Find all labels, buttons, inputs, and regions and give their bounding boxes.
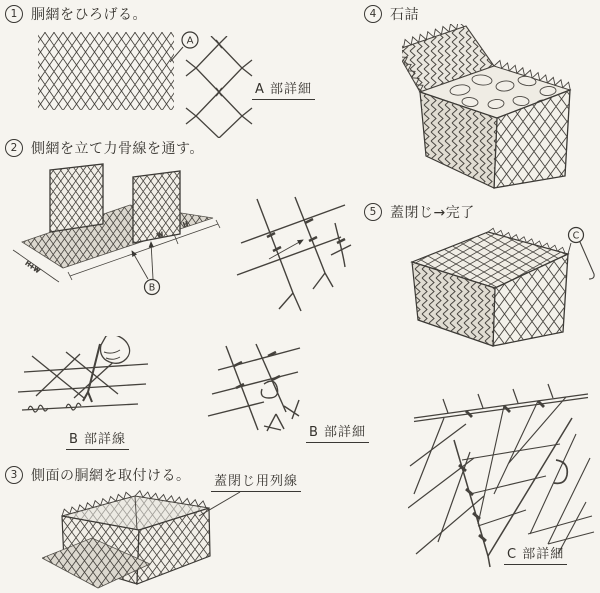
callout-c: [568, 228, 594, 280]
closing-hook: [554, 460, 567, 483]
open-box-figure: [42, 486, 222, 593]
step5-number: 5: [364, 203, 382, 221]
body-net-figure: [36, 26, 181, 118]
step1-title: 胴網をひろげる。: [31, 7, 147, 23]
left-side-panel: [50, 164, 103, 232]
stone-filling-figure: [402, 24, 582, 192]
step5-title: 蓋閉じ→完了: [390, 205, 475, 221]
detail-a-label: A 部詳細: [252, 78, 315, 100]
closed-box-figure: [400, 224, 600, 354]
frame-wire-detail-figure: [235, 195, 355, 325]
svg-text:B: B: [148, 282, 156, 294]
step4-number: 4: [364, 5, 382, 23]
step2-title: 側網を立て力骨線を通す。: [31, 141, 204, 157]
flat-mesh: [38, 32, 174, 110]
svg-text:W: W: [156, 231, 165, 240]
step4-title: 石詰: [390, 7, 419, 23]
step3-title: 側面の胴網を取付ける。: [31, 468, 191, 484]
step3-number: 3: [5, 466, 23, 484]
side-net-assembly-figure: [12, 160, 227, 305]
detail-b-line-label: B 部詳線: [66, 428, 129, 450]
detail-b-label: B 部詳細: [306, 421, 369, 443]
svg-text:C: C: [572, 230, 580, 242]
step1-number: 1: [5, 5, 23, 23]
wire-twisting-hand-figure: [14, 336, 154, 430]
svg-text:A: A: [186, 35, 194, 47]
detail-c-label: C 部詳細: [504, 543, 567, 565]
svg-text:H+W: H+W: [23, 259, 41, 275]
step2-number: 2: [5, 139, 23, 157]
hand: [101, 336, 130, 363]
callout-b: [132, 242, 160, 295]
detail-c-figure: [408, 374, 598, 569]
detail-a-figure: [183, 36, 255, 138]
lid-row-wire-label: 蓋閉じ用列線: [211, 470, 301, 492]
detail-b-knot-figure: [206, 342, 314, 444]
svg-text:H: H: [182, 220, 190, 229]
